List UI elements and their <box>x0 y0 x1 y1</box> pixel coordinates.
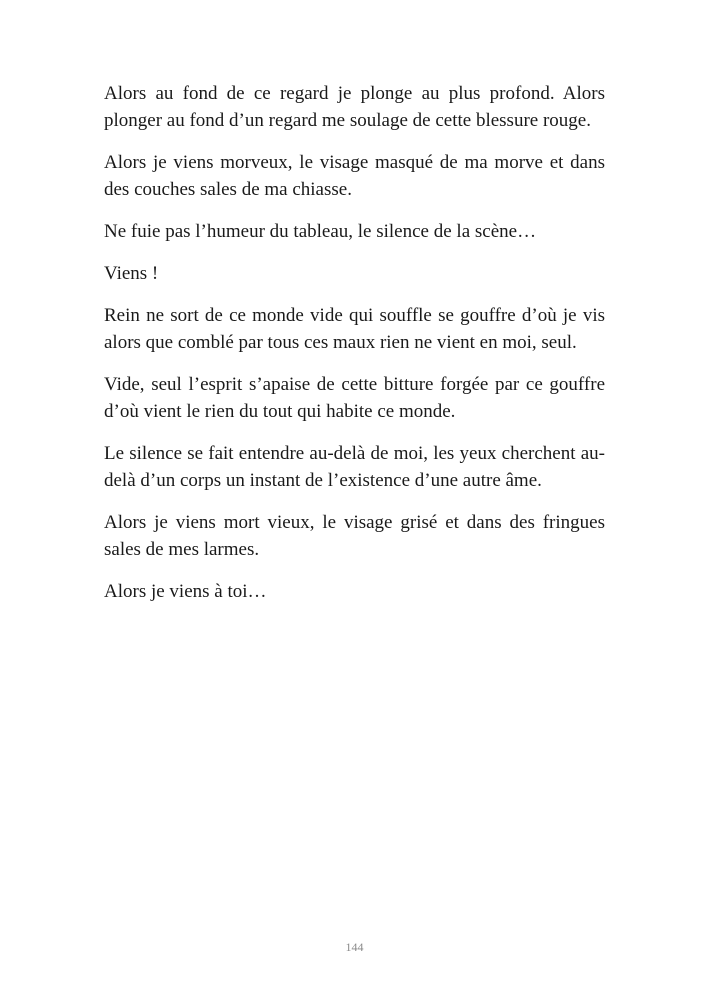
paragraph-8: Alors je viens mort vieux, le visage grisé et dans des fringues sales de mes larmes. <box>104 512 605 560</box>
page-number: 144 <box>345 940 364 954</box>
paragraph-4: Viens ! <box>104 263 159 284</box>
paragraph-2: Alors je viens morveux, le visage masqué de ma morve et dans des couches sales de ma chiasse. <box>104 152 605 200</box>
body-text <box>104 80 605 620</box>
paragraph-6: Vide, seul l’esprit s’apaise de cette bitture forgée par ce gouffre d’où vient le rien du tout qui habite ce monde. <box>104 374 605 422</box>
paragraph-3: Ne fuie pas l’humeur du tableau, le silence de la scène… <box>104 221 537 242</box>
paragraph-5: Rein ne sort de ce monde vide qui souffle se gouffre d’où je vis alors que comblé par tous ces maux rien ne vient en moi, seul. <box>104 305 605 353</box>
paragraph-9: Alors je viens à toi… <box>104 581 267 602</box>
paragraph-7: Le silence se fait entendre au-delà de moi, les yeux cherchent au-delà d’un corps un instant de l’existence d’une autre âme. <box>104 443 605 491</box>
paragraph-1: Alors au fond de ce regard je plonge au plus profond. Alors plonger au fond d’un regard me soulage de cette blessure rouge. <box>104 83 605 131</box>
